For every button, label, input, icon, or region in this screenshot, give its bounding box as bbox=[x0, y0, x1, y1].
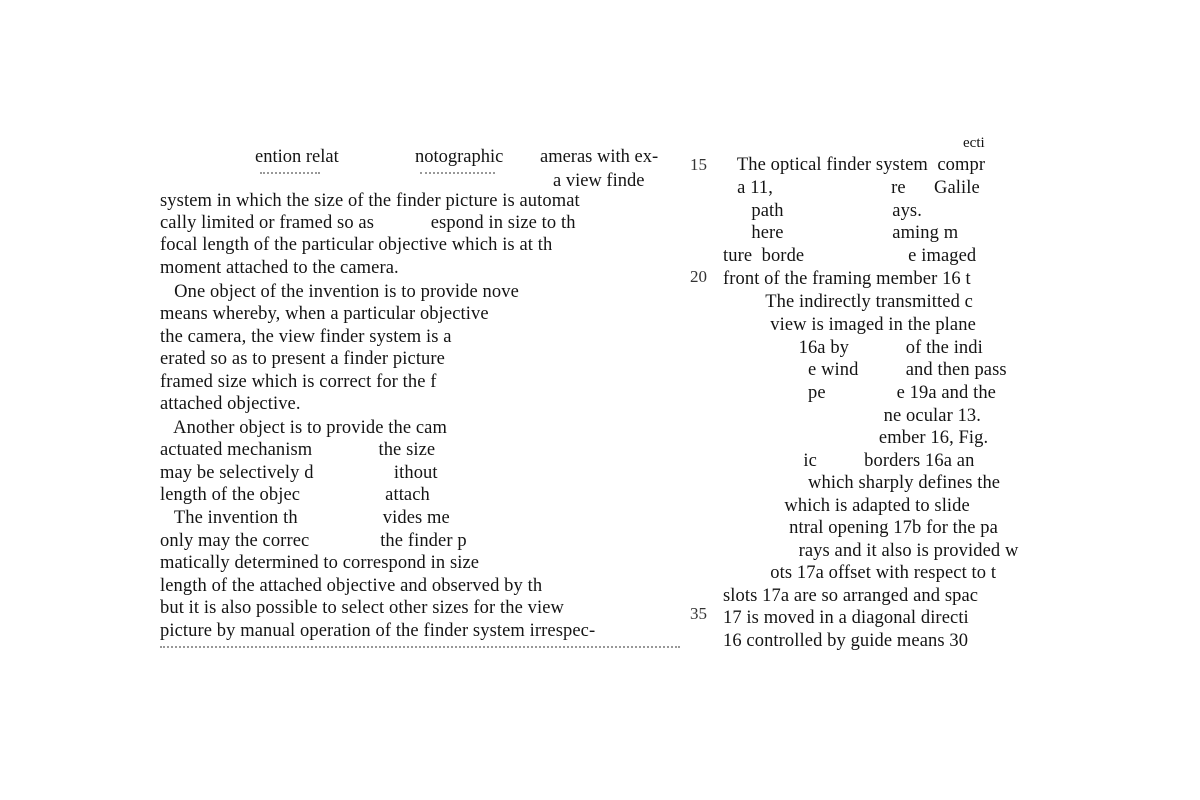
margin-line-number: 15 bbox=[690, 155, 707, 174]
text-line: One object of the invention is to provide nove bbox=[160, 282, 519, 302]
text-line: view is imaged in the plane bbox=[723, 315, 976, 335]
text-line: ture borde e imaged bbox=[723, 246, 977, 266]
text-line: the camera, the view finder system is a bbox=[160, 327, 452, 347]
text-line: focal length of the particular objective which is at th bbox=[160, 235, 553, 255]
text-line: which sharply defines the bbox=[723, 473, 1001, 493]
text-line: 16 controlled by guide means 30 bbox=[723, 631, 969, 651]
text-line: here aming m bbox=[723, 223, 959, 243]
text-line: ntral opening 17b for the pa bbox=[723, 518, 998, 538]
text-line: ne ocular 13. bbox=[723, 406, 982, 426]
margin-line-number: 35 bbox=[690, 604, 707, 623]
text-line: ots 17a offset with respect to t bbox=[723, 563, 997, 583]
text-line: means whereby, when a particular objective bbox=[160, 304, 489, 324]
text-line: matically determined to correspond in size bbox=[160, 553, 480, 573]
header-fragment: notographic bbox=[415, 147, 504, 167]
text-line: The invention th vides me bbox=[160, 508, 450, 528]
text-line: actuated mechanism the size bbox=[160, 440, 436, 460]
text-line: The optical finder system compr bbox=[723, 155, 986, 175]
text-line: length of the attached objective and observed by th bbox=[160, 576, 543, 596]
text-line: attached objective. bbox=[160, 394, 301, 414]
text-line: cally limited or framed so as espond in size to th bbox=[160, 213, 576, 233]
text-line: Another object is to provide the cam bbox=[160, 418, 447, 438]
text-line: framed size which is correct for the f bbox=[160, 372, 437, 392]
text-line: path ays. bbox=[723, 201, 922, 221]
text-line: rays and it also is provided w bbox=[723, 541, 1019, 561]
text-line: slots 17a are so arranged and spac bbox=[723, 586, 979, 606]
cut-off-line bbox=[260, 172, 320, 178]
text-line: only may the correc the finder p bbox=[160, 531, 467, 551]
cut-off-line bbox=[160, 646, 680, 652]
text-line: e wind and then pass bbox=[723, 360, 1007, 380]
text-line: a 11, re Galile bbox=[723, 178, 980, 198]
text-line: ic borders 16a an bbox=[723, 451, 975, 471]
text-line: but it is also possible to select other sizes for the view bbox=[160, 598, 564, 618]
text-line: ember 16, Fig. bbox=[723, 428, 989, 448]
text-line: moment attached to the camera. bbox=[160, 258, 399, 278]
margin-line-number: 20 bbox=[690, 267, 707, 286]
top-fragment: ecti bbox=[963, 135, 985, 151]
text-line: 16a by of the indi bbox=[723, 338, 983, 358]
text-line: picture by manual operation of the finder system irrespec- bbox=[160, 621, 596, 641]
text-line: erated so as to present a finder picture bbox=[160, 349, 445, 369]
text-line: may be selectively d ithout bbox=[160, 463, 438, 483]
text-line: pe e 19a and the bbox=[723, 383, 996, 403]
header-fragment: a view finde bbox=[553, 171, 645, 191]
text-line: length of the objec attach bbox=[160, 485, 430, 505]
text-line: which is adapted to slide bbox=[723, 496, 970, 516]
header-fragment: ameras with ex- bbox=[540, 147, 659, 167]
header-fragment: ention relat bbox=[255, 147, 339, 167]
text-line: front of the framing member 16 t bbox=[723, 269, 971, 289]
text-line: system in which the size of the finder picture is automat bbox=[160, 191, 580, 211]
text-line: The indirectly transmitted c bbox=[723, 292, 973, 312]
cut-off-line bbox=[420, 172, 495, 178]
text-line: 17 is moved in a diagonal directi bbox=[723, 608, 969, 628]
